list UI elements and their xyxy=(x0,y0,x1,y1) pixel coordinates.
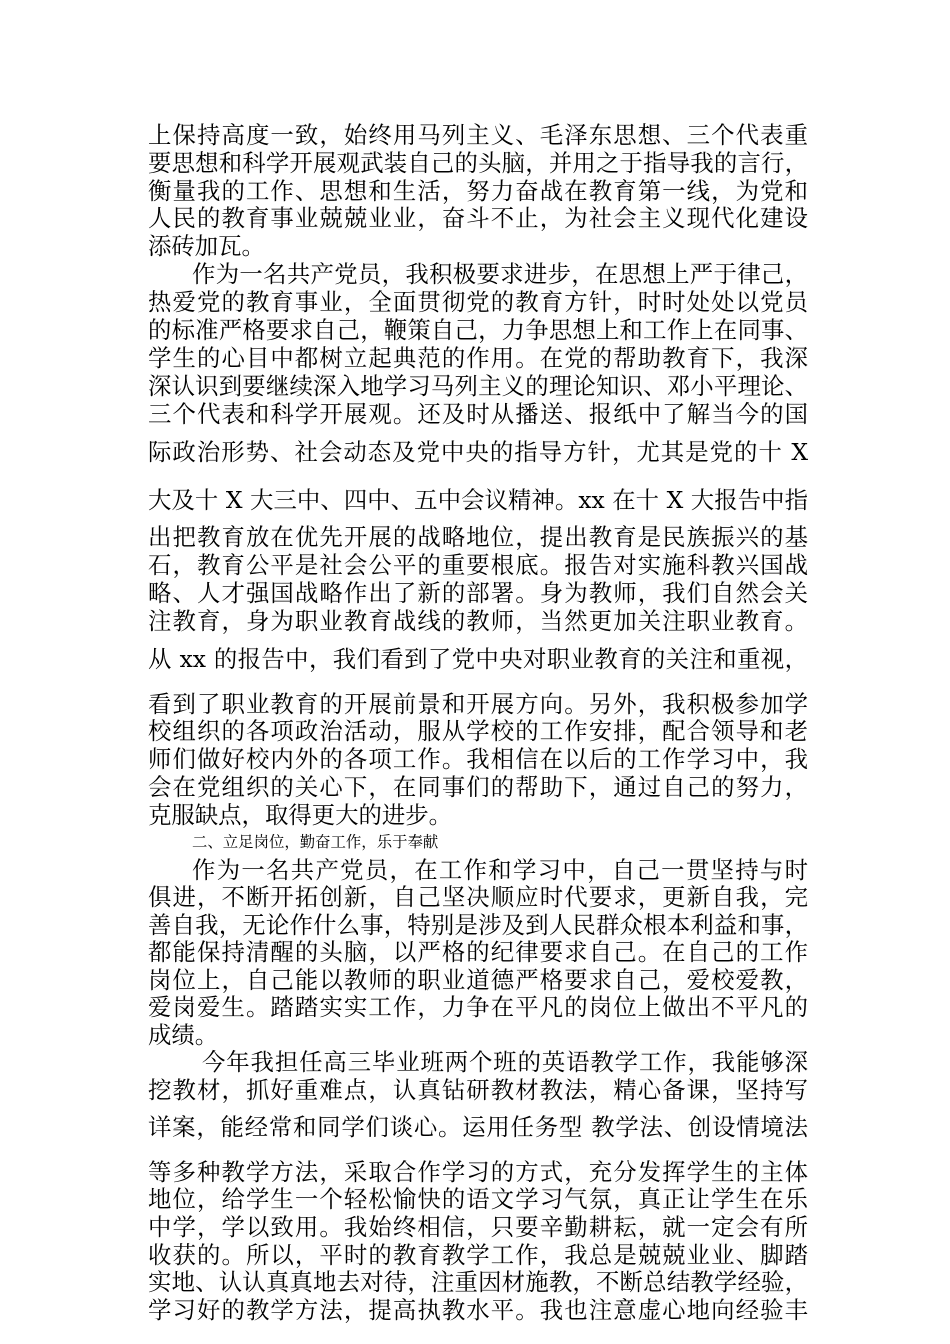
text-line: 上保持高度一致，始终用马列主义、毛泽东思想、三个代表重 xyxy=(148,121,808,149)
text-line: 详案，能经常和同学们谈心。运用任务型 教学法、创设情境法 xyxy=(148,1113,808,1141)
text-line: 挖教材，抓好重难点，认真钻研教材教法，精心备课，坚持写 xyxy=(148,1076,808,1104)
text-line: 学生的心目中都树立起典范的作用。在党的帮助教育下，我深 xyxy=(148,344,808,372)
text-line: 大及十 X 大三中、四中、五中会议精神。xx 在十 X 大报告中指 xyxy=(148,486,808,514)
text-line: 学习好的教学方法，提高执教水平。我也注意虚心地向经验丰 xyxy=(148,1296,808,1324)
text-line: 际政治形势、社会动态及党中央的指导方针，尤其是党的十 X xyxy=(148,438,808,466)
text-line: 爱岗爱生。踏踏实实工作，力争在平凡的岗位上做出不平凡的 xyxy=(148,993,808,1021)
text-line: 出把教育放在优先开展的战略地位，提出教育是民族振兴的基 xyxy=(148,523,808,551)
text-line: 都能保持清醒的头脑，以严格的纪律要求自己。在自己的工作 xyxy=(148,938,808,966)
text-line: 的标准严格要求自己，鞭策自己，力争思想上和工作上在同事、 xyxy=(148,316,808,344)
text-line: 等多种教学方法，采取合作学习的方式，充分发挥学生的主体 xyxy=(148,1158,808,1186)
text-line: 岗位上，自己能以教师的职业道德严格要求自己，爱校爱教， xyxy=(148,966,808,994)
text-line: 石，教育公平是社会公平的重要根底。报告对实施科教兴国战 xyxy=(148,551,808,579)
text-line: 从 xx 的报告中，我们看到了党中央对职业教育的关注和重视， xyxy=(148,645,808,673)
text-line: 会在党组织的关心下，在同事们的帮助下，通过自己的努力， xyxy=(148,773,808,801)
text-line: 成绩。 xyxy=(148,1021,219,1049)
text-line: 善自我，无论作什么事，特别是涉及到人民群众根本利益和事， xyxy=(148,911,808,939)
text-line: 深认识到要继续深入地学习马列主义的理论知识、邓小平理论、 xyxy=(148,372,808,400)
text-line: 看到了职业教育的开展前景和开展方向。另外，我积极参加学 xyxy=(148,690,808,718)
text-line: 俱进，不断开拓创新，自己坚决顺应时代要求，更新自我，完 xyxy=(148,883,808,911)
text-line: 人民的教育事业兢兢业业，奋斗不止，为社会主义现代化建设 xyxy=(148,204,808,232)
text-line: 要思想和科学开展观武装自己的头脑，并用之于指导我的言行， xyxy=(148,149,808,177)
text-line: 略、人才强国战略作出了新的部署。身为教师，我们自然会关 xyxy=(148,579,808,607)
text-line: 三个代表和科学开展观。还及时从播送、报纸中了解当今的国 xyxy=(148,400,808,428)
text-line: 衡量我的工作、思想和生活，努力奋战在教育第一线，为党和 xyxy=(148,177,808,205)
text-line: 热爱党的教育事业，全面贯彻党的教育方针，时时处处以党员 xyxy=(148,288,808,316)
text-line: 地位，给学生一个轻松愉快的语文学习气氛，真正让学生在乐 xyxy=(148,1185,808,1213)
text-line: 作为一名共产党员，我积极要求进步，在思想上严于律己， xyxy=(192,260,808,288)
text-line: 作为一名共产党员，在工作和学习中，自己一贯坚持与时 xyxy=(192,856,808,884)
text-line: 今年我担任高三毕业班两个班的英语教学工作，我能够深 xyxy=(202,1048,808,1076)
text-line: 克服缺点，取得更大的进步。 xyxy=(148,801,453,829)
text-line: 校组织的各项政治活动，服从学校的工作安排，配合领导和老 xyxy=(148,717,808,745)
text-line: 师们做好校内外的各项工作。我相信在以后的工作学习中，我 xyxy=(148,745,808,773)
section-heading: 二、立足岗位，勤奋工作，乐于奉献 xyxy=(192,833,439,851)
text-line: 添砖加瓦。 xyxy=(148,232,265,260)
text-line: 中学，学以致用。我始终相信，只要辛勤耕耘，就一定会有所 xyxy=(148,1213,808,1241)
text-line: 注教育，身为职业教育战线的教师，当然更加关注职业教育。 xyxy=(148,607,808,635)
text-line: 实地、认认真真地去对待，注重因材施教，不断总结教学经验， xyxy=(148,1268,808,1296)
text-line: 收获的。所以，平时的教育教学工作，我总是兢兢业业、脚踏 xyxy=(148,1241,808,1269)
